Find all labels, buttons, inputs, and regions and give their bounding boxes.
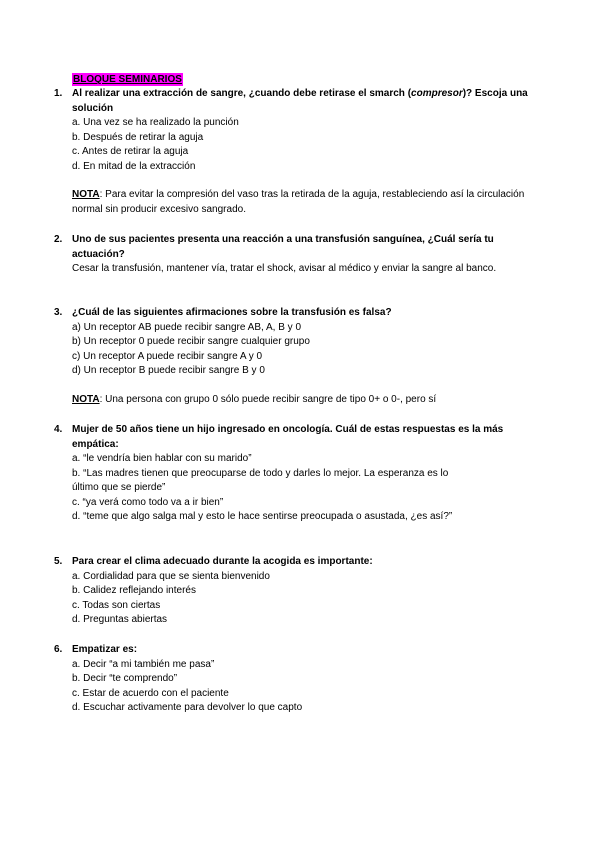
question-text: Uno de sus pacientes presenta una reacción a una transfusión sanguínea, ¿Cuál sería tu actuación? — [72, 234, 494, 260]
option: d. En mitad de la extracción — [72, 160, 196, 172]
option: c. Estar de acuerdo con el paciente — [72, 687, 229, 699]
option: d. Preguntas abiertas — [72, 614, 168, 625]
question-text: ¿Cuál de las siguientes afirmaciones sobre la transfusión es falsa? — [72, 307, 392, 318]
question-number: 5. — [54, 556, 63, 567]
option: b. Después de retirar la aguja — [72, 131, 204, 143]
option: a. Cordialidad para que se sienta bienvenido — [72, 570, 270, 582]
page-title: BLOQUE SEMINARIOS — [73, 74, 182, 85]
option: a. Decir “a mi también me pasa” — [72, 658, 215, 670]
question-number: 4. — [54, 424, 63, 435]
question-5 — [54, 555, 534, 628]
question-text: Para crear el clima adecuado durante la acogida es importante: — [72, 556, 373, 567]
question-number: 2. — [54, 234, 63, 245]
question-3 — [54, 306, 534, 407]
question-number: 3. — [54, 307, 63, 318]
answer-text: Cesar la transfusión, mantener vía, tratar el shock, avisar al médico y enviar la sangre al banco. — [72, 263, 497, 274]
question-number: 6. — [54, 644, 63, 655]
option: d. “teme que algo salga mal y esto le hace sentirse preocupada o asustada, ¿es así?” — [72, 511, 453, 522]
question-text: Empatizar es: — [72, 644, 138, 655]
question-6 — [54, 643, 534, 716]
option: b. Decir “te comprendo” — [72, 673, 178, 684]
option: b. Calidez reflejando interés — [72, 585, 196, 596]
option: a) Un receptor AB puede recibir sangre AB, A, B y 0 — [72, 321, 302, 333]
option: c. “ya verá como todo va a ir bien” — [72, 496, 224, 508]
option: c. Todas son ciertas — [72, 599, 161, 611]
question-1 — [54, 87, 534, 217]
question-4 — [54, 423, 534, 525]
option: c) Un receptor A puede recibir sangre A y 0 — [72, 350, 263, 362]
question-2 — [54, 233, 534, 277]
option: d. Escuchar activamente para devolver lo que capto — [72, 702, 303, 713]
option: b) Un receptor 0 puede recibir sangre cualquier grupo — [72, 336, 310, 347]
note: NOTA: Una persona con grupo 0 sólo puede recibir sangre de tipo 0+ o 0-, pero sí — [72, 393, 437, 405]
question-text: Al realizar una extracción de sangre, ¿cuando debe retirase el smarch (compresor)? Escoja una solución — [72, 88, 528, 114]
question-text: Mujer de 50 años tiene un hijo ingresado en oncología. Cuál de estas respuestas es la más empática: — [72, 424, 504, 450]
option: a. Una vez se ha realizado la punción — [72, 117, 239, 128]
note: NOTA: Para evitar la compresión del vaso tras la retirada de la aguja, restableciendo así la circulación normal sin producir excesivo sangrado. — [72, 189, 525, 215]
option: b. “Las madres tienen que preocuparse de todo y darles lo mejor. La esperanza es lo último que se pierde” — [72, 467, 449, 493]
option: d) Un receptor B puede recibir sangre B y 0 — [72, 365, 265, 376]
question-number: 1. — [54, 88, 63, 99]
option: a. “le vendría bien hablar con su marido” — [72, 453, 252, 464]
option: c. Antes de retirar la aguja — [72, 146, 189, 157]
